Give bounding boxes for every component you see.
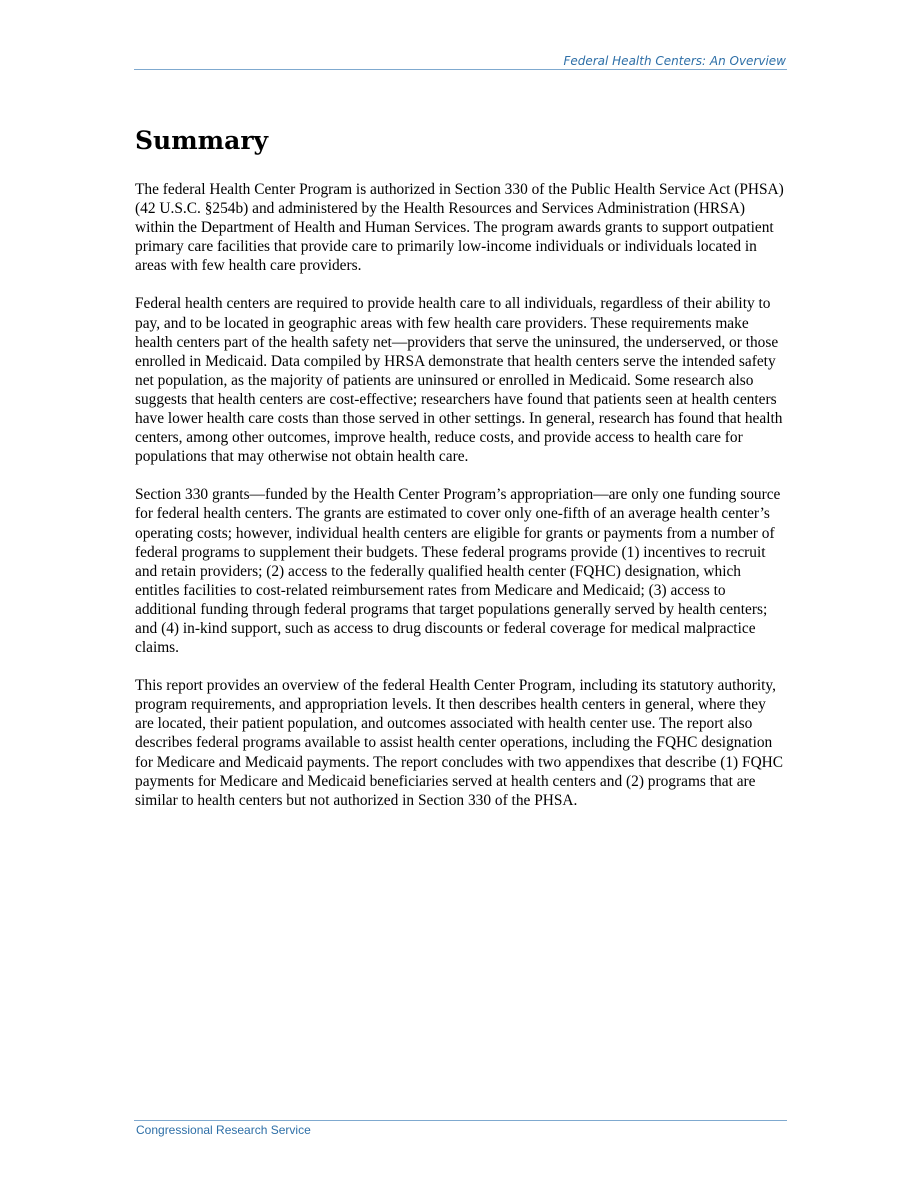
summary-paragraph-4: This report provides an overview of the federal Health Center Program, including its statutory authority, program requirements, and appropriation levels. It then describes health centers in general, where they are located, their patient population, and outcomes associated with health center use. The report also describes federal programs available to assist health center operations, including the FQHC designation for Medicare and Medicaid payments. The report concludes with two appendixes that describe (1) FQHC payments for Medicare and Medicaid beneficiaries served at health centers and (2) programs that are similar to health centers but not authorized in Section 330 of the PHSA. [135, 677, 784, 809]
header-divider [134, 69, 787, 70]
page-title: Summary [135, 126, 269, 155]
footer-organization: Congressional Research Service [136, 1123, 311, 1137]
summary-paragraph-2: Federal health centers are required to provide health care to all individuals, regardless of their ability to pay, and to be located in geographic areas with few health care providers. These requirements make health centers part of the health safety net—providers that serve the uninsured, the underserved, or those enrolled in Medicaid. Data compiled by HRSA demonstrate that health centers serve the intended safety net population, as the majority of patients are uninsured or enrolled in Medicaid. Some research also suggests that health centers are cost-effective; researchers have found that patients seen at health centers have lower health care costs than those served in other settings. In general, research has found that health centers, among other outcomes, improve health, reduce costs, and provide access to health care for populations that may otherwise not obtain health care. [135, 295, 783, 466]
running-header-title: Federal Health Centers: An Overview [563, 54, 786, 68]
footer-divider [134, 1120, 787, 1121]
summary-paragraph-1: The federal Health Center Program is authorized in Section 330 of the Public Health Service Act (PHSA) (42 U.S.C. §254b) and administered by the Health Resources and Services Administration (HRSA) within the Department of Health and Human Services. The program awards grants to support outpatient primary care facilities that provide care to primarily low-income individuals or individuals located in areas with few health care providers. [135, 181, 784, 275]
summary-body [135, 180, 788, 829]
summary-paragraph-3: Section 330 grants—funded by the Health Center Program’s appropriation—are only one funding source for federal health centers. The grants are estimated to cover only one-fifth of an average health center’s operating costs; however, individual health centers are eligible for grants or payments from a number of federal programs to supplement their budgets. These federal programs provide (1) incentives to recruit and retain providers; (2) access to the federally qualified health center (FQHC) designation, which entitles facilities to cost-related reimbursement rates from Medicare and Medicaid; (3) access to additional funding through federal programs that target populations generally served by health centers; and (4) in-kind support, such as access to drug discounts or federal coverage for medical malpractice claims. [135, 486, 781, 657]
